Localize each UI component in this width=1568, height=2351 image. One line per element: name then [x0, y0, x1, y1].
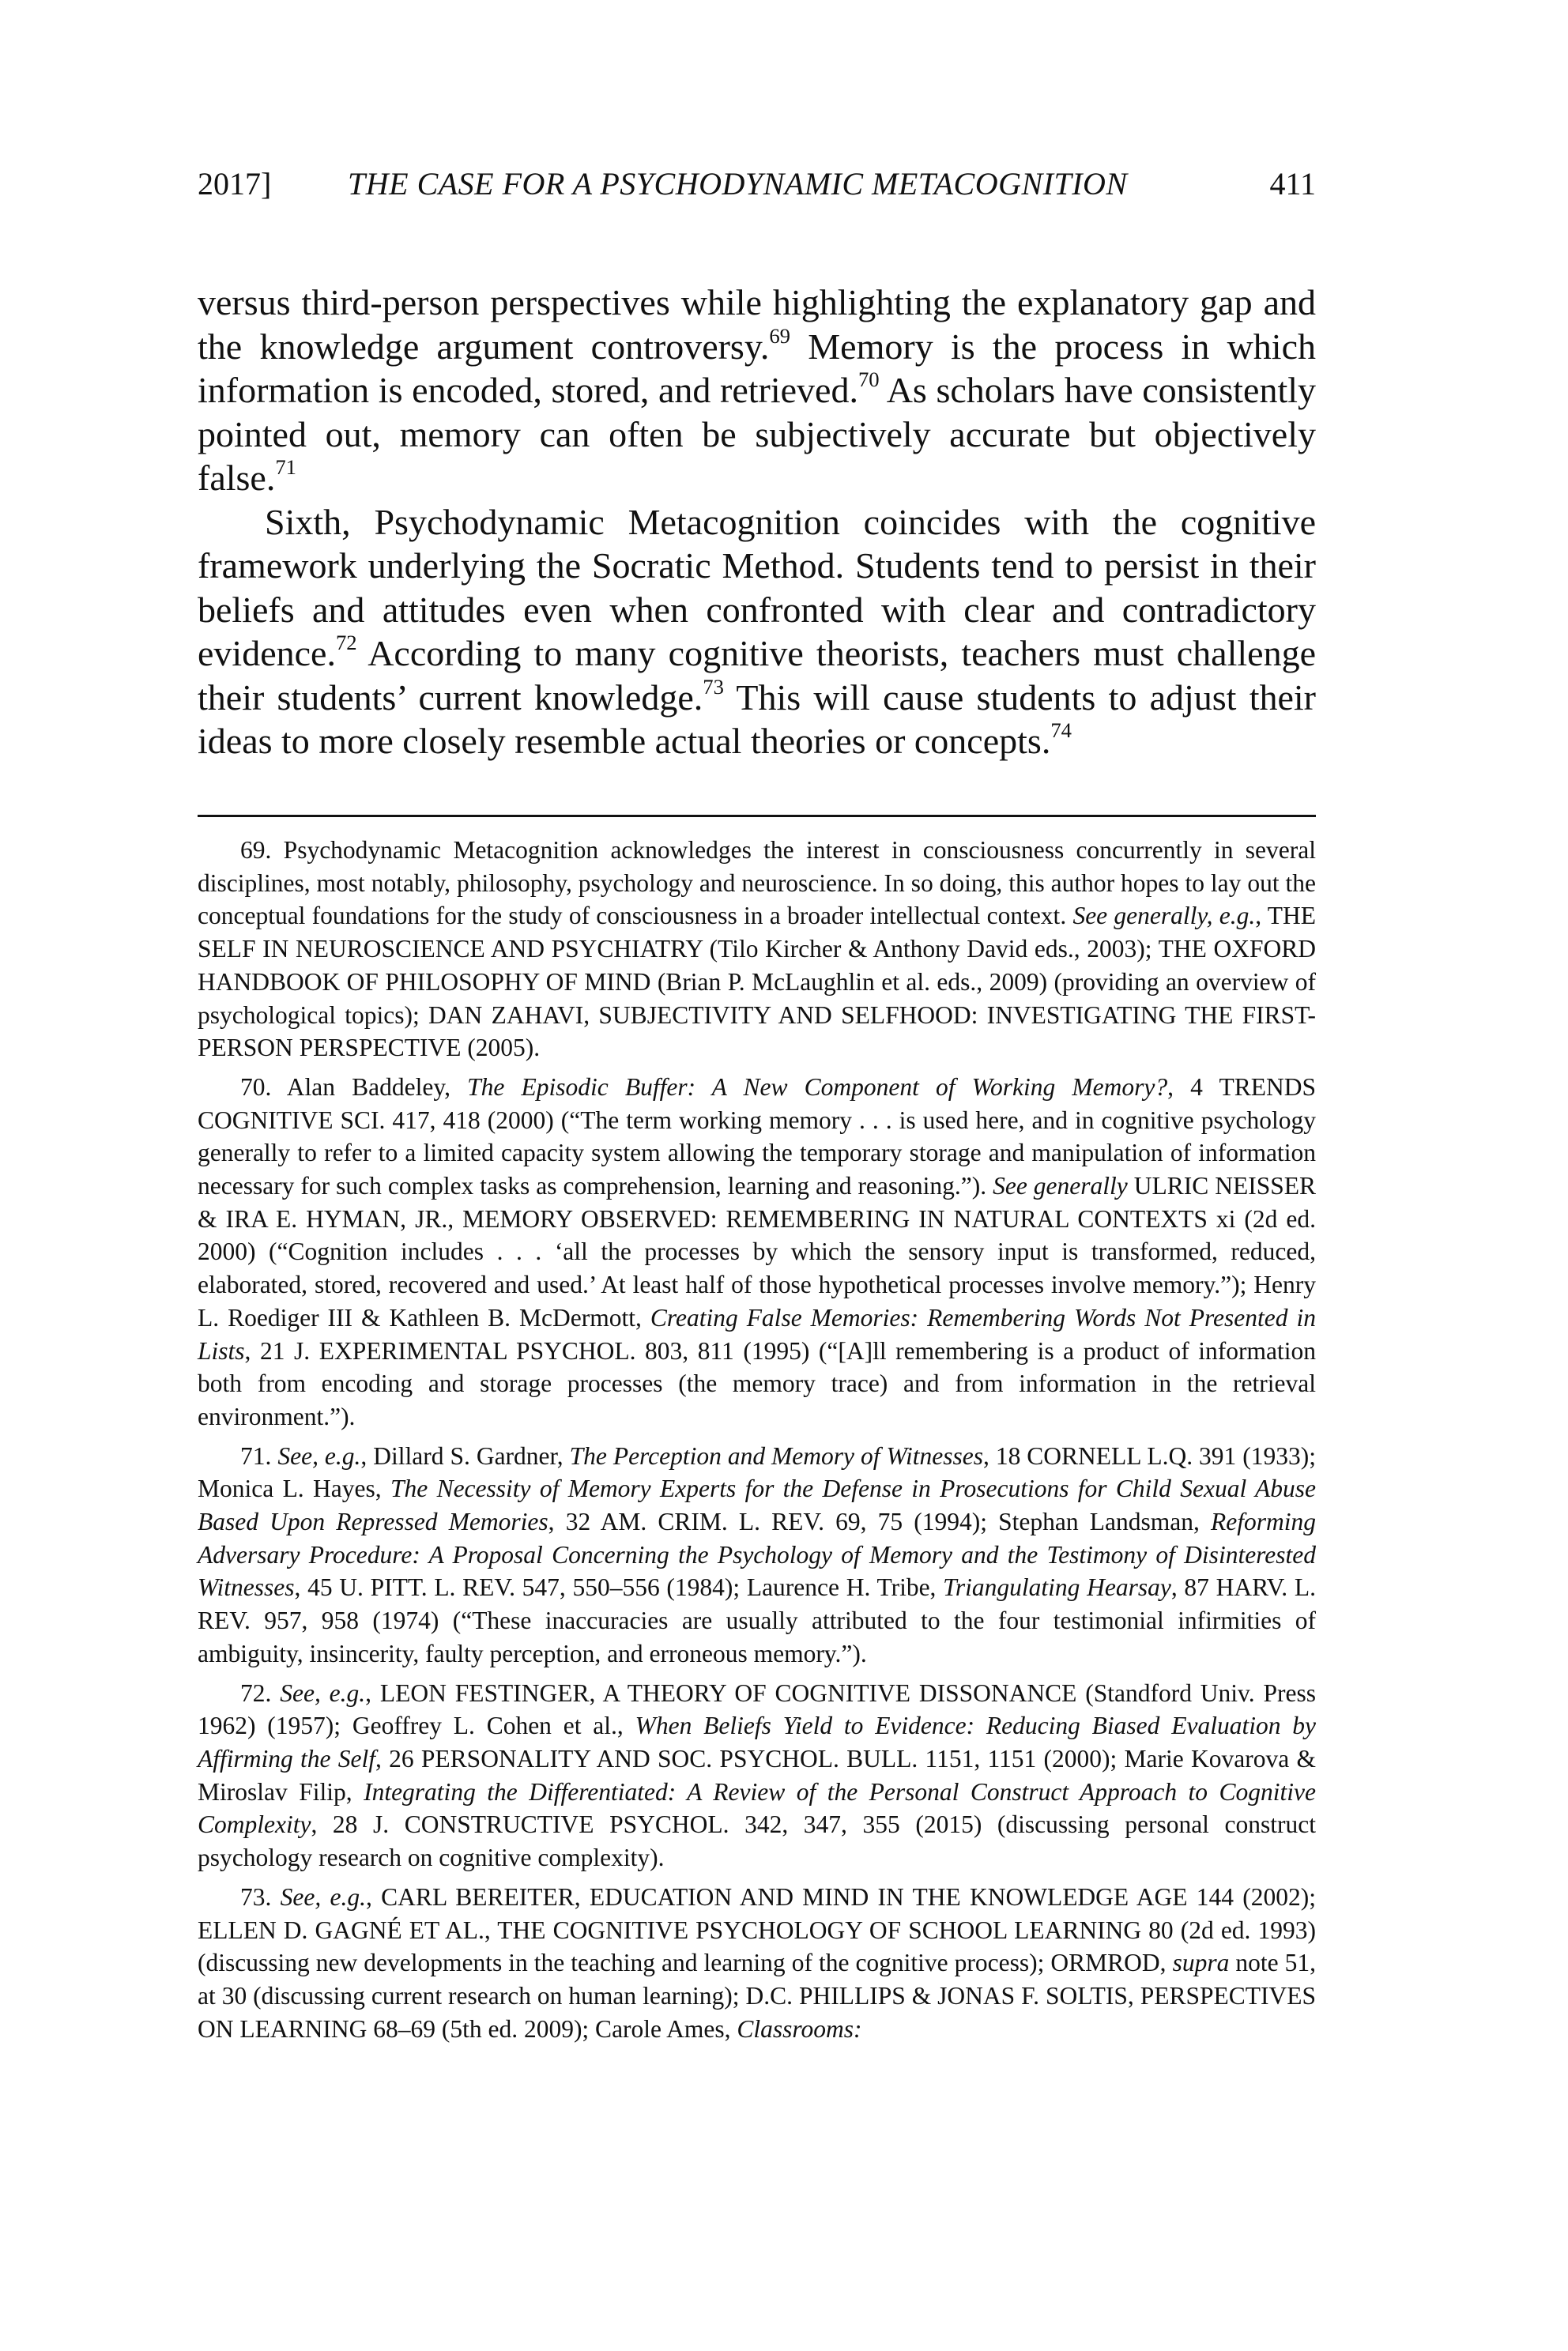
footnote-text: , 4 TRENDS COGNITIVE SCI. 417, 418 (2000) (“The term working memory . . . is used here, and in cognitive psychology generally to refer to a limited capacity system allowing the temporary storage and manipulation of information necessary for such complex tasks as comprehension, learning and reasoning.”).: [198, 1072, 1316, 1200]
footnote-italic: See, e.g.: [280, 1678, 366, 1707]
footnote-italic: The Episodic Buffer: A New Component of Working Memory?: [467, 1072, 1168, 1101]
footnote-italic: See, e.g.: [277, 1441, 361, 1470]
footnote-italic: Creating False Memories: Remembering Words Not Presented in Lists: [198, 1303, 1316, 1365]
body-text-run: As scholars have consistently pointed out, memory can often be subjectively accurate but objectively false.: [198, 370, 1317, 498]
header-year: 2017]: [198, 166, 272, 202]
body-text-run: Memory is the process in which information is encoded, stored, and retrieved.: [198, 326, 1316, 410]
footnote-italic: supra: [1172, 1949, 1230, 1977]
footnote-italic: Reforming Adversary Procedure: A Proposal Concerning the Psychology of Memory and the Testimony of Disinterested Witnesses: [198, 1508, 1316, 1602]
footnote-text: , 87 HARV. L. REV. 957, 958 (1974) (“These inaccuracies are usually attributed to the four testimonial infirmities of ambiguity, insincerity, faulty perception, and erroneous memory.”).: [198, 1573, 1316, 1667]
footnote-italic: Integrating the Differentiated: A Review of the Personal Construct Approach to Cognitive Complexity: [198, 1777, 1316, 1839]
footnote-text: , 32 AM. CRIM. L. REV. 69, 75 (1994); Stephan Landsman,: [548, 1508, 1212, 1536]
footnote-text: , THE SELF IN NEUROSCIENCE AND PSYCHIATRY (Tilo Kircher & Anthony David eds., 2003); THE OXFORD HANDBOOK OF PHILOSOPHY OF MIND (Brian P. McLaughlin et al. eds., 2009) (providing an overview of psychological topics); DAN ZAHAVI, SUBJECTIVITY AND SELFHOOD: INVESTIGATING THE FIRST-PERSON PERSPECTIVE (2005).: [198, 902, 1316, 1062]
footnote-text: 71.: [240, 1441, 278, 1470]
footnote-ref-70[interactable]: 70: [858, 367, 880, 391]
footnote-70: [198, 1071, 1316, 1434]
footnote-text: , CARL BEREITER, EDUCATION AND MIND IN THE KNOWLEDGE AGE 144 (2002); ELLEN D. GAGNÉ ET AL., THE COGNITIVE PSYCHOLOGY OF SCHOOL LEARNING 80 (2d ed. 1993) (discussing new developments in the teaching and learning of the cognitive process); ORMROD,: [198, 1882, 1316, 1977]
footnote-divider: [198, 815, 1316, 817]
footnote-italic: The Perception and Memory of Witnesses: [569, 1441, 983, 1470]
footnote-text: , Dillard S. Gardner,: [360, 1441, 570, 1470]
footnote-text: ULRIC NEISSER & IRA E. HYMAN, JR., MEMORY OBSERVED: REMEMBERING IN NATURAL CONTEXTS xi (2d ed. 2000) (“Cognition includes . . . ‘all the processes by which the sensory input is transformed, reduced, elaborated, stored, recovered and used.’ At least half of those hypothetical processes involve memory.”); Henry L. Roediger III & Kathleen B. McDermott,: [198, 1172, 1316, 1332]
footnote-73: [198, 1881, 1316, 2046]
page-number: 411: [1269, 166, 1316, 202]
footnote-italic: See generally, e.g.: [1072, 902, 1256, 930]
footnote-text: , 21 J. EXPERIMENTAL PSYCHOL. 803, 811 (1995) (“[A]ll remembering is a product of information both from encoding and storage processes (the memory trace) and from information in the retrieval environment.”).: [198, 1336, 1316, 1430]
footnote-text: , 26 PERSONALITY AND SOC. PSYCHOL. BULL. 1151, 1151 (2000); Marie Kovarova & Miroslav Filip,: [198, 1744, 1316, 1806]
footnote-ref-74[interactable]: 74: [1050, 718, 1072, 742]
footnotes: [198, 834, 1316, 2051]
footnote-ref-73[interactable]: 73: [703, 674, 724, 699]
footnote-text: , 18 CORNELL L.Q. 391 (1933); Monica L. Hayes,: [198, 1441, 1317, 1503]
footnote-italic: Classrooms:: [737, 2014, 862, 2043]
footnote-ref-72[interactable]: 72: [335, 631, 357, 654]
body-text-run: versus third-person perspectives while highlighting the explanatory gap and the knowledge argument controversy.: [198, 282, 1316, 367]
footnote-text: , 28 J. CONSTRUCTIVE PSYCHOL. 342, 347, 355 (2015) (discussing personal construct psychology research on cognitive complexity).: [198, 1810, 1316, 1872]
body-text-run: According to many cognitive theorists, teachers must challenge their students’ current knowledge.: [198, 633, 1316, 718]
body-paragraph: [198, 500, 1316, 763]
footnote-69: [198, 834, 1316, 1064]
footnote-text: 69. Psychodynamic Metacognition acknowledges the interest in consciousness concurrently in several disciplines, most notably, philosophy, psychology and neuroscience. In so doing, this author hopes to lay out the conceptual foundations for the study of consciousness in a broader intellectual context.: [198, 836, 1316, 930]
body-text-run: Sixth, Psychodynamic Metacognition coincides with the cognitive framework underlying the Socratic Method. Students tend to persist in their beliefs and attitudes even when confronted with clear and contradictory evidence.: [198, 501, 1316, 673]
body-text-run: This will cause students to adjust their ideas to more closely resemble actual theories or concepts.: [198, 676, 1316, 761]
footnote-italic: When Beliefs Yield to Evidence: Reducing Biased Evaluation by Affirming the Self: [198, 1712, 1316, 1773]
footnote-text: 73.: [240, 1882, 281, 1911]
body-text: [198, 281, 1316, 763]
footnote-71: [198, 1440, 1316, 1671]
footnote-text: 72.: [240, 1678, 281, 1707]
footnote-italic: See, e.g.: [280, 1882, 367, 1911]
running-header: [198, 156, 1316, 212]
footnote-text: note 51, at 30 (discussing current research on human learning); D.C. PHILLIPS & JONAS F. SOLTIS, PERSPECTIVES ON LEARNING 68–69 (5th ed. 2009); Carole Ames,: [198, 1949, 1317, 2043]
running-title: THE CASE FOR A PSYCHODYNAMIC METACOGNITION: [348, 166, 1128, 202]
footnote-text: , 45 U. PITT. L. REV. 547, 550–556 (1984); Laurence H. Tribe,: [294, 1573, 944, 1602]
footnote-ref-69[interactable]: 69: [769, 323, 791, 348]
footnote-text: , LEON FESTINGER, A THEORY OF COGNITIVE DISSONANCE (Standford Univ. Press 1962) (1957); Geoffrey L. Cohen et al.,: [198, 1678, 1316, 1740]
footnote-72: [198, 1677, 1316, 1874]
footnote-italic: The Necessity of Memory Experts for the Defense in Prosecutions for Child Sexual Abuse Based Upon Repressed Memories: [198, 1475, 1316, 1536]
footnote-text: 70. Alan Baddeley,: [240, 1072, 468, 1101]
footnote-ref-71[interactable]: 71: [275, 455, 297, 479]
body-paragraph: [198, 281, 1316, 500]
footnote-italic: See generally: [993, 1172, 1128, 1200]
footnote-italic: Triangulating Hearsay: [943, 1573, 1171, 1602]
